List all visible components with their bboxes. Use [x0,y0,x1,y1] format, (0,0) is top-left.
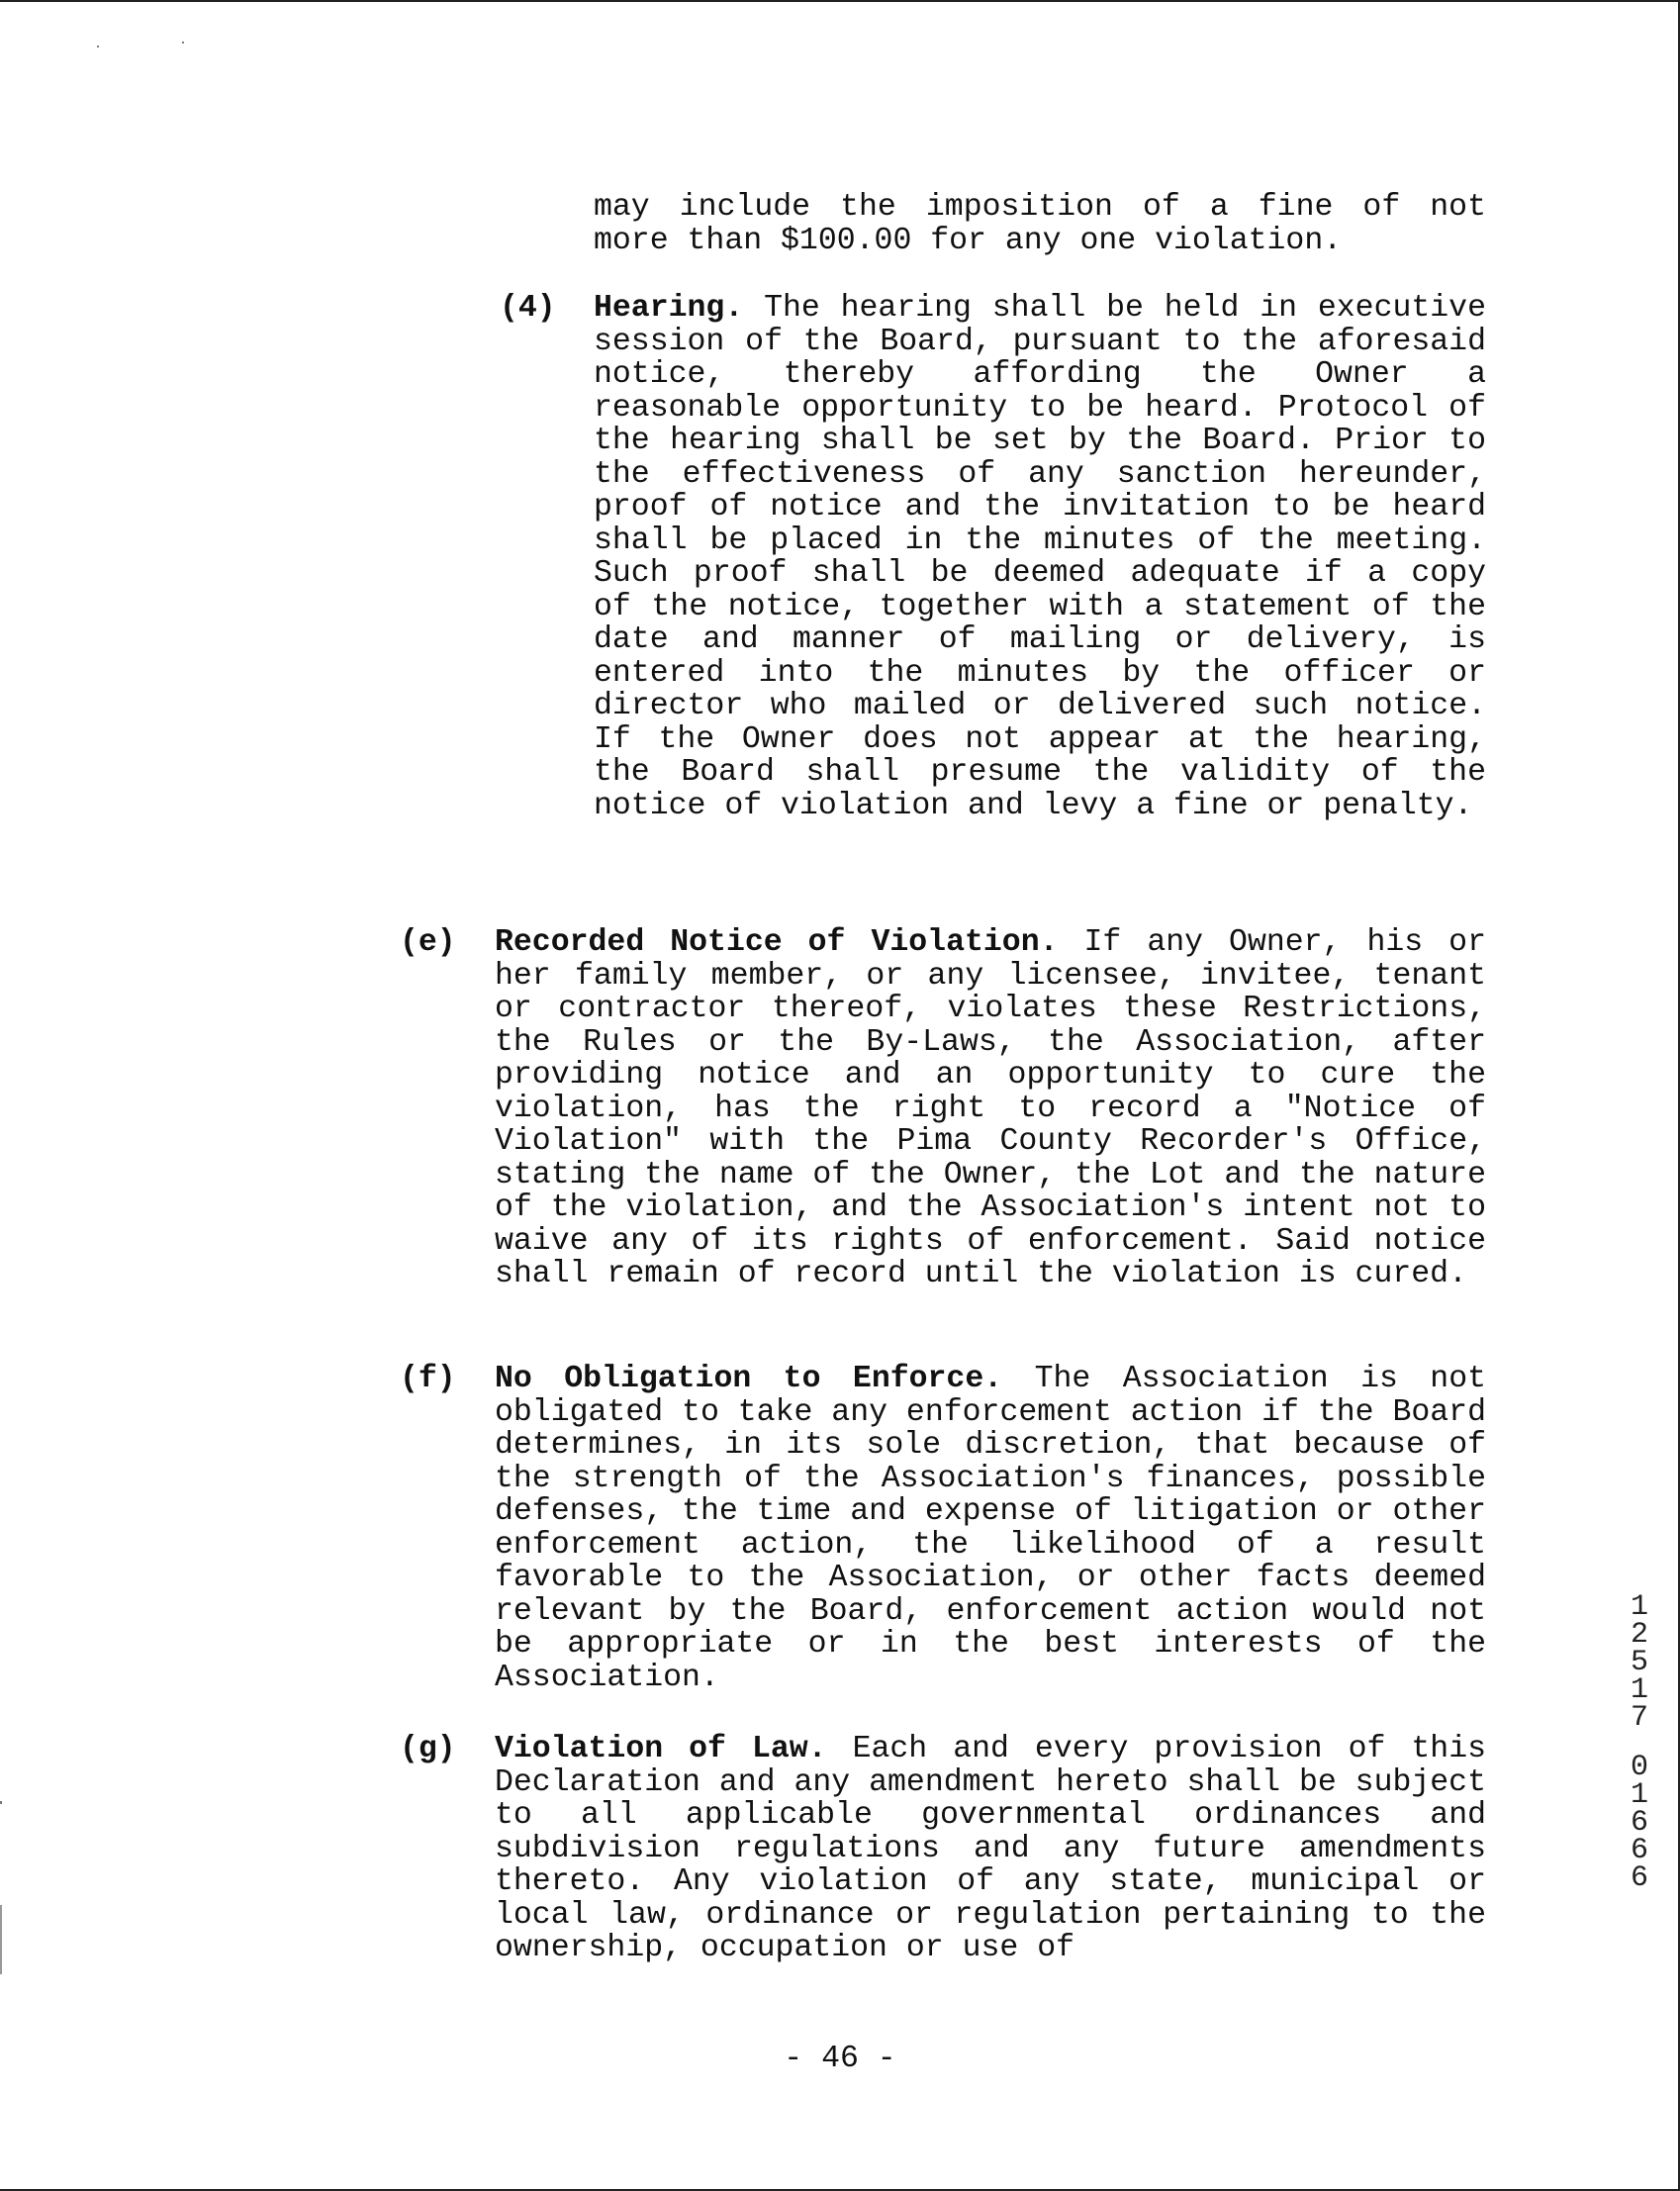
page-number: - 46 - [784,2042,896,2076]
section-marker-f [400,1363,456,1396]
section-marker-label: (f) [400,1362,456,1396]
continuation-text: may include the imposition of a fine of not more than $100.00 for any one violation. [594,190,1486,258]
stamp-digit: 1 [1630,1673,1648,1707]
section-body: The hearing shall be held in executive session of the Board, pursuant to the aforesaid notice, thereby affording the Owner a reasonable opportunity to be heard. Protocol of the hearing shall be set by the Board. Prior to the effectiveness of any sanction hereunder, proof of notice and the invitation to be heard shall be placed in the minutes of the meeting. Such proof shall be deemed adequate if a copy of the notice, together with a statement of the date and manner of mailing or delivery, is entered into the minutes by the officer or director who mailed or delivered such notice. If the Owner does not appear at the hearing, the Board shall presume the validity of the notice of violation and levy a fine or penalty. [594,291,1486,823]
section-4-hearing [594,292,1486,822]
section-f-no-obligation [495,1363,1486,1694]
stamp-digit: 7 [1630,1701,1648,1735]
section-marker-label: (e) [400,925,456,960]
scan-speck [182,42,184,44]
scan-edge-mark [0,1801,2,1804]
section-marker-e [400,926,456,960]
section-marker-label: (g) [400,1732,456,1766]
section-heading: Violation of Law. [495,1732,827,1766]
stamp-digit: 1 [1630,1778,1648,1812]
stamp-digit: 6 [1630,1834,1648,1867]
section-heading: Recorded Notice of Violation. [495,925,1059,960]
section-e-recorded-notice [495,926,1486,1291]
section-heading: Hearing. [594,291,744,326]
stamp-digit: 0 [1630,1751,1648,1784]
section-marker-g [400,1733,456,1766]
recording-stamp [1620,1590,1659,1895]
scan-edge-mark [0,1905,2,1974]
stamp-digit: 6 [1630,1861,1648,1895]
section-body: Each and every provision of this Declaration and any amendment hereto shall be subject to all applicable governmental ordinances and subdivision regulations and any future amendments thereto. Any violation of any state, municipal or local law, ordinance or regulation pertaining to the ownership, occupation or use of [495,1732,1486,1965]
stamp-digit: 5 [1630,1646,1648,1679]
continuation-paragraph [594,191,1486,257]
stamp-digit: 6 [1630,1806,1648,1840]
section-marker-4 [500,292,556,326]
section-marker-label: (4) [500,291,556,326]
section-body: If any Owner, his or her family member, or any licensee, invitee, tenant or contractor thereof, violates these Restrictions, the Rules or the By-Laws, the Association, after providing notice and an opportunity to cure the violation, has the right to record a "Notice of Violation" with the Pima County Recorder's Office, stating the name of the Owner, the Lot and the nature of the violation, and the Association's intent not to waive any of its rights of enforcement. Said notice shall remain of record until the violation is cured. [495,925,1486,1291]
scan-speck [97,46,99,48]
section-body: The Association is not obligated to take any enforcement action if the Board determines, in its sole discretion, that because of the strength of the Association's finances, possible defenses, the time and expense of litigation or other enforcement action, the likelihood of a result favorable to the Association, or other facts deemed relevant by the Board, enforcement action would not be appropriate or in the best interests of the Association. [495,1362,1487,1695]
section-heading: No Obligation to Enforce. [495,1362,1003,1396]
stamp-digit: 1 [1630,1590,1648,1624]
stamp-digit: 2 [1630,1618,1648,1652]
section-g-violation-of-law [495,1733,1486,1965]
